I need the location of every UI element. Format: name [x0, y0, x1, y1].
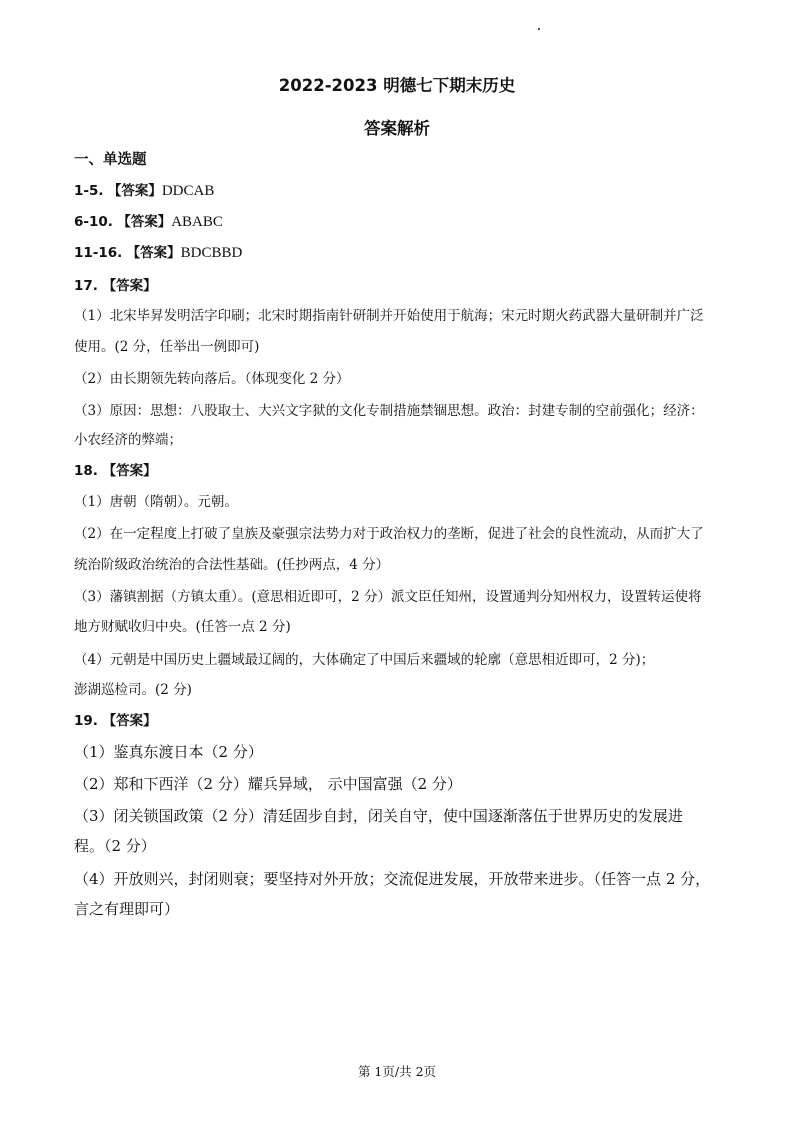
q19-line: （3）闭关锁国政策（2 分）清廷固步自封，闭关自守，使中国逐渐落伍于世界历史的发展进	[74, 807, 683, 825]
q18-line: （3）藩镇割据（方镇太重）。(意思相近即可，2 分）派文臣任知州，设置通判分知州权力，设置转运使将	[74, 589, 702, 605]
mc-range: 6-10.	[74, 214, 113, 230]
q19-line: （2）郑和下西洋（2 分）耀兵异域， 示中国富强（2 分）	[74, 775, 462, 793]
answer-value: DDCAB	[161, 183, 215, 199]
q18-line: 地方财赋收归中央。(任答一点 2 分)	[74, 619, 291, 635]
q17-heading: 17. 【答案】	[74, 278, 157, 294]
answer-label: 【答案】	[107, 183, 162, 199]
q17-line: 使用。(2 分，任举出一例即可)	[74, 339, 260, 355]
answer-label: 【答案】	[117, 214, 172, 230]
answer-value: BDCBBD	[180, 245, 243, 261]
q17-line: （3）原因：思想：八股取士、大兴文字狱的文化专制措施禁锢思想。政治：封建专制的空前强化；经济：	[74, 403, 704, 419]
mc-range: 1-5.	[74, 183, 104, 199]
q17-line: （2）由长期领先转向落后。（体现变化 2 分）	[74, 371, 350, 387]
answer-value: ABABC	[171, 214, 223, 230]
q18-line: （4）元朝是中国历史上疆域最辽阔的，大体确定了中国后来疆域的轮廓（意思相近即可，2 分)；	[74, 652, 655, 668]
q19-heading: 19. 【答案】	[74, 713, 157, 729]
scan-speck	[538, 28, 540, 30]
q18-heading: 18. 【答案】	[74, 463, 157, 479]
answer-label: 【答案】	[126, 245, 181, 261]
q18-line: （2）在一定程度上打破了皇族及豪强宗法势力对于政治权力的垄断，促进了社会的良性流动，从而扩大了	[74, 526, 704, 542]
q17-line: 小农经济的弊端；	[74, 432, 182, 448]
mc-range: 11-16.	[74, 245, 123, 261]
q18-line: 澎湖巡检司。(2 分)	[74, 682, 192, 698]
q19-line: 言之有理即可）	[74, 900, 180, 918]
page-number: 第 1页/共 2页	[357, 1064, 437, 1079]
document-subtitle: 答案解析	[364, 119, 430, 138]
mc-answer-row	[74, 181, 726, 201]
q19-line: 程。（2 分）	[74, 837, 156, 855]
mc-answer-row	[74, 243, 726, 263]
mc-answer-row	[74, 212, 726, 232]
document-title: 2022-2023 明德七下期末历史	[278, 76, 516, 95]
q18-line: 统治阶级政治统治的合法性基础。(任抄两点，4 分）	[74, 557, 390, 573]
section-heading-single-choice: 一、单选题	[74, 152, 147, 168]
q17-line: （1）北宋毕昇发明活字印刷；北宋时期指南针研制并开始使用于航海；宋元时期火药武器大量研制并广泛	[74, 308, 704, 324]
q19-line: （1）鉴真东渡日本（2 分）	[74, 743, 263, 761]
q18-line: （1）唐朝（隋朝）。元朝。	[74, 494, 238, 510]
q19-line: （4）开放则兴，封闭则衰；要坚持对外开放；交流促进发展，开放带来进步。（任答一点 2 分，	[74, 870, 711, 888]
